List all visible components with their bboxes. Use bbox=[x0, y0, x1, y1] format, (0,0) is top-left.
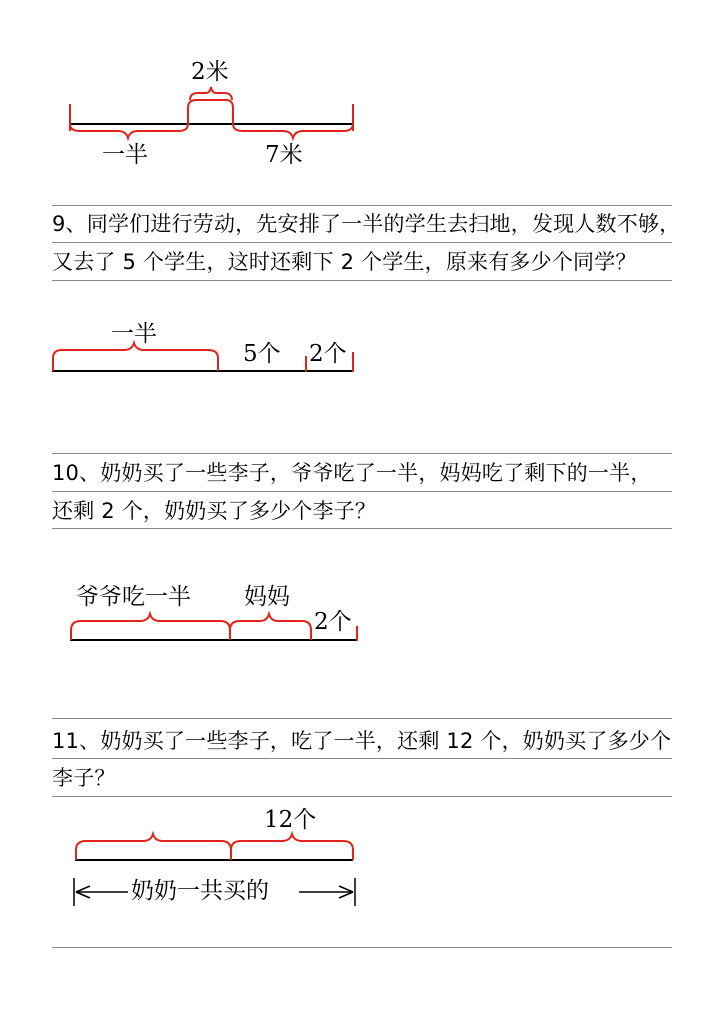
q10-text-line1: 10、奶奶买了一些李子，爷爷吃了一半，妈妈吃了剩下的一半， bbox=[52, 461, 652, 485]
diagram-10-mom-label: 妈妈 bbox=[244, 584, 290, 610]
diagram-11-right-brace bbox=[231, 834, 353, 860]
diagram-8-left-label: 一半 bbox=[102, 142, 148, 168]
q9-text-line2: 又去了 5 个学生，这时还剩下 2 个学生，原来有多少个同学？ bbox=[52, 250, 637, 274]
q10-text-line2: 还剩 2 个，奶奶买了多少个李子？ bbox=[52, 499, 377, 523]
q11-text-line1: 11、奶奶买了一些李子，吃了一半，还剩 12 个，奶奶买了多少个 bbox=[52, 729, 672, 753]
diagram-11-top-label: 12个 bbox=[264, 807, 317, 833]
diagram-8-top-label: 2米 bbox=[191, 59, 229, 85]
diagram-10-grandpa-label: 爷爷吃一半 bbox=[76, 584, 191, 610]
q9-text-line1: 9、同学们进行劳动，先安排了一半的学生去扫地，发现人数不够， bbox=[52, 212, 681, 236]
rule-line bbox=[52, 947, 672, 948]
diagram-9-end-label: 2个 bbox=[309, 341, 347, 367]
diagram-9-half-label: 一半 bbox=[111, 321, 157, 347]
diagram-9-mid-label: 5个 bbox=[243, 341, 281, 367]
diagram-10-end-label: 2个 bbox=[314, 609, 352, 635]
diagram-8-right-label: 7米 bbox=[265, 142, 303, 168]
diagram-11-left-brace bbox=[76, 834, 231, 860]
diagram-11-total-label: 奶奶一共买的 bbox=[131, 878, 269, 904]
q11-text-line2: 李子？ bbox=[52, 766, 116, 790]
